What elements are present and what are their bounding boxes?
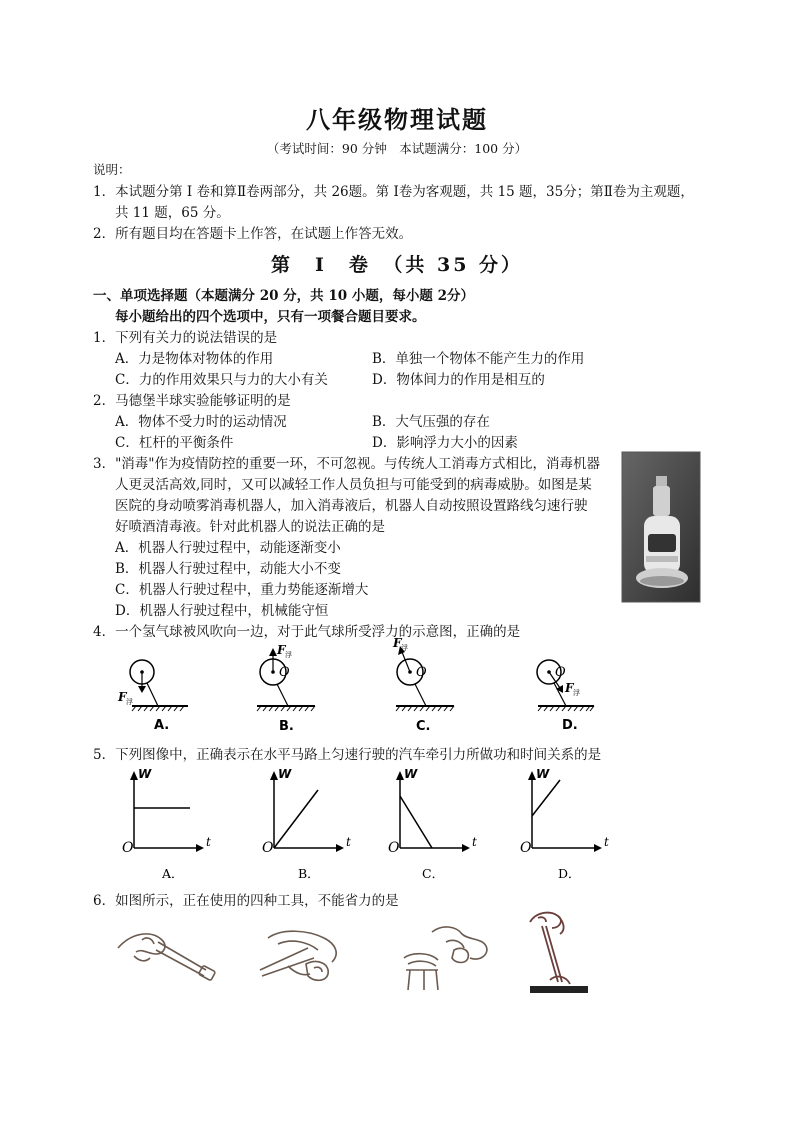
q4d-force-label: F: [565, 681, 574, 695]
notes-label: 说明：: [93, 162, 131, 177]
q5d-x-axis: t: [604, 835, 609, 849]
q5a-y-axis: W: [138, 767, 152, 781]
q5-graph-d: [516, 766, 616, 886]
q4-diagram-a: [118, 650, 208, 735]
disinfection-robot-photo: [622, 452, 700, 602]
q5a-origin: O: [122, 840, 134, 856]
q6-tool-scissors: [248, 918, 358, 998]
q5b-origin: O: [262, 840, 274, 856]
note-1-line-2: 共 11 题，65 分。: [115, 205, 230, 221]
q1-option-d: D．物体间力的作用是相互的: [372, 372, 545, 388]
q2-stem: 2．马德堡半球实验能够证明的是: [93, 393, 291, 409]
q2-option-a: A．物体不受力时的运动情况: [115, 414, 287, 430]
q3-stem-line-4: 好喷酒清毒液。针对此机器人的说法正确的是: [115, 519, 385, 535]
q3-stem-line-3: 医院的身动喷雾消毒机器人，加入消毒液后，机器人自动按照设置路线匀速行驶: [115, 498, 588, 514]
q5-graph-b: [258, 766, 358, 886]
q5d-origin: O: [520, 840, 532, 856]
section-heading: 一、单项选择题（本题满分 20 分，共 10 小题，每小题 2分）: [93, 288, 474, 304]
q5-label-d: D．: [558, 866, 581, 881]
q4-label-b: B.: [279, 719, 294, 734]
q2-option-b: B．大气压强的存在: [372, 414, 490, 430]
q5c-x-axis: t: [472, 835, 477, 849]
section-title: 第 I 卷 （共 35 分）: [270, 254, 524, 276]
q4-diagram-c: [392, 636, 482, 735]
q5c-origin: O: [388, 840, 400, 856]
q4d-point: O: [555, 665, 566, 680]
q4c-force-sub: 浮: [401, 644, 408, 652]
q4-label-d: D.: [562, 718, 578, 733]
q4d-force-sub: 浮: [573, 689, 580, 697]
q5c-y-axis: W: [404, 767, 418, 781]
q4-stem: 4．一个氢气球被风吹向一边，对于此气球所受浮力的示意图，正确的是: [93, 624, 521, 640]
q4-label-a: A.: [154, 718, 170, 733]
note-2: 2．所有题目均在答题卡上作答，在试题上作答无效。: [93, 226, 413, 242]
q4-label-c: C.: [416, 719, 431, 734]
q3-option-d: D．机器人行驶过程中，机械能守恒: [115, 603, 329, 619]
q1-option-b: B．单独一个物体不能产生力的作用: [372, 351, 585, 367]
q2-option-c: C．杠杆的平衡条件: [115, 435, 234, 451]
q4b-force-label: F: [277, 643, 286, 657]
q2-option-d: D．影响浮力大小的因素: [372, 435, 518, 451]
q6-tool-clamp: [396, 918, 506, 998]
exam-info: （考试时间：90 分钟 本试题满分：100 分）: [266, 141, 528, 156]
q5-label-c: C．: [422, 866, 445, 881]
q1-option-a: A．力是物体对物体的作用: [115, 351, 274, 367]
q4c-force-label: F: [393, 636, 402, 650]
q3-option-a: A．机器人行驶过程中，动能逐渐变小: [115, 540, 341, 556]
q5b-x-axis: t: [346, 835, 351, 849]
q1-option-c: C．力的作用效果只与力的大小有关: [115, 372, 328, 388]
q4c-point: O: [416, 665, 427, 680]
q5-stem: 5．下列图像中，正确表示在水平马路上匀速行驶的汽车牵引力所做功和时间关系的是: [93, 747, 602, 763]
section-instruction: 每小题给出的四个选项中，只有一项餐合题目要求。: [115, 309, 426, 325]
q6-tool-tweezers: [112, 918, 222, 998]
page-title: 八年级物理试题: [306, 105, 488, 134]
q5-graph-c: [384, 766, 484, 886]
q4a-force-label: F: [118, 690, 127, 704]
q5b-y-axis: W: [278, 767, 292, 781]
q3-stem-line-2: 人更灵活高效,同时，又可以减轻工作人员负担与可能受到的病毒威胁。如图是某: [115, 477, 592, 493]
q5-label-b: B．: [298, 866, 320, 881]
q6-stem: 6．如图所示，正在使用的四种工具，不能省力的是: [93, 893, 399, 909]
q4a-force-sub: 浮: [126, 698, 133, 706]
q5d-y-axis: W: [536, 767, 550, 781]
note-1-line-1: 1．本试题分第 I 卷和算Ⅱ卷两部分，共 26题。第 I卷为客观题，共 15 题，35分；第Ⅱ卷为主观题，: [93, 184, 694, 200]
q4-diagram-b: [255, 640, 345, 735]
q5-graph-a: [118, 766, 218, 886]
q6-tool-hammer: [524, 908, 594, 1002]
q3-option-b: B．机器人行驶过程中，动能大小不变: [115, 561, 341, 577]
q4b-point: O: [279, 665, 290, 680]
q3-stem-line-1: 3．"消毒"作为疫情防控的重要一环，不可忽视。与传统人工消毒方式相比，消毒机器: [93, 456, 601, 472]
q3-option-c: C．机器人行驶过程中，重力势能逐渐增大: [115, 582, 369, 598]
q4b-force-sub: 浮: [285, 651, 292, 659]
q4-diagram-d: [536, 650, 626, 735]
q5a-x-axis: t: [206, 835, 211, 849]
q1-stem: 1．下列有关力的说法错误的是: [93, 330, 278, 346]
q5-label-a: A．: [162, 866, 184, 881]
